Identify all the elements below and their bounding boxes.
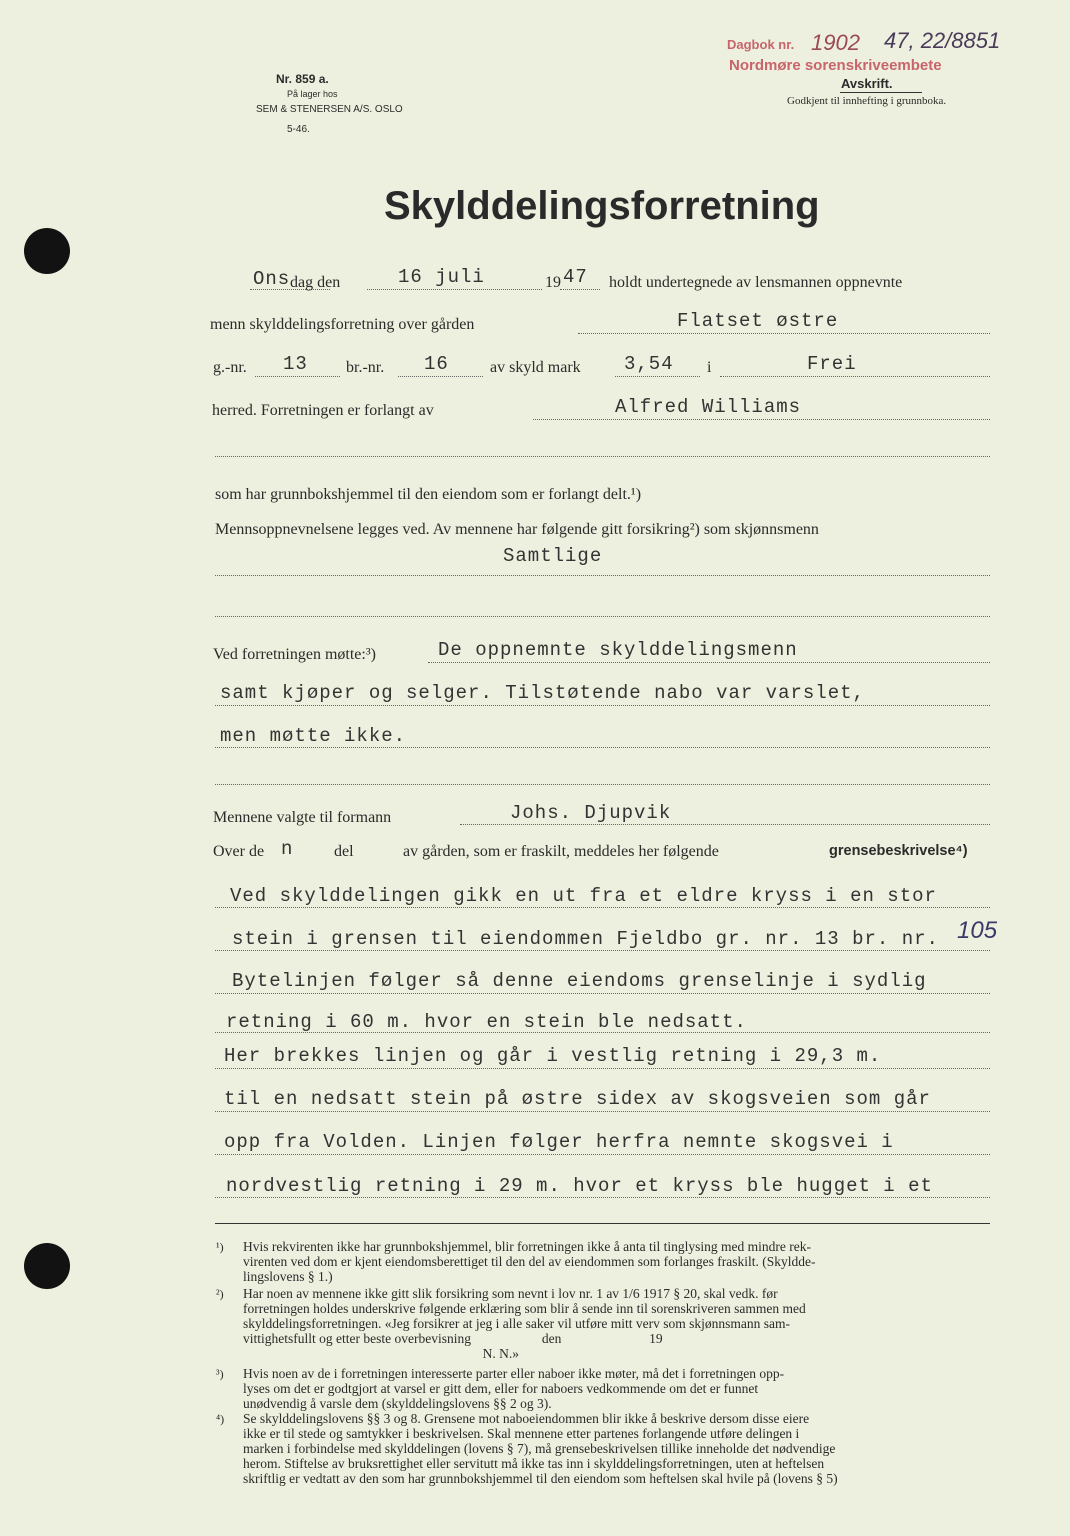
- farm-label: menn skylddelingsforretning over gården: [210, 316, 475, 333]
- footnote-2-line-5: N. N.»: [243, 1346, 519, 1361]
- avskrift-note: Godkjent til innhefting i grunnboka.: [787, 95, 947, 107]
- i-label: i: [707, 359, 712, 376]
- footnote-3-line-1: Hvis noen av de i forretningen interesserte parter eller naboer ikke møter, må det i forretningen opp-: [243, 1366, 785, 1381]
- footnote-3-line-2: lyses om det er godtgjort at varsel er gitt dem, eller for naboers vedkommende om det er funnet: [243, 1381, 759, 1396]
- bnr-line: [398, 376, 483, 377]
- description-line-5: [215, 1068, 990, 1069]
- hjemmel-text: som har grunnbokshjemmel til den eiendom som er forlangt delt.¹): [215, 486, 642, 503]
- avskrift-label: Avskrift.: [841, 76, 893, 91]
- footnote-4-number: ⁴): [216, 1412, 225, 1426]
- mote-line1-text: De oppnemnte skylddelingsmenn: [438, 639, 798, 661]
- dagbok-handwritten-ref: 47, 22/8851: [884, 28, 1001, 53]
- formann-label: Mennene valgte til formann: [213, 809, 392, 826]
- description-line-1: [215, 907, 990, 908]
- formann-line: [460, 824, 990, 825]
- form-publisher-line2: SEM & STENERSEN A/S. OSLO: [256, 104, 403, 115]
- form-number: Nr. 859 a.: [276, 72, 329, 86]
- footnote-2-line-3: skylddelingsforretningen. «Jeg forsikrer at jeg i alle saker vil utføre mitt verv som skjønnsmann sam-: [243, 1316, 791, 1331]
- skyld-value: 3,54: [624, 353, 674, 375]
- footnote-1-line-1: Hvis rekvirenten ikke har grunnbokshjemmel, blir forretningen ikke å anta til tinglysing med mindre rek-: [243, 1239, 811, 1254]
- year-prefix: 19: [545, 274, 561, 291]
- description-text-4: retning i 60 m. hvor en stein ble nedsatt.: [226, 1011, 747, 1033]
- gnr-line: [255, 376, 340, 377]
- mote-label: Ved forretningen møtte:³): [213, 646, 376, 663]
- dagbok-handwritten-number: 1902: [811, 30, 860, 55]
- skyld-label: av skyld mark: [490, 359, 581, 376]
- footnote-4-line-1: Se skylddelingslovens §§ 3 og 8. Grensene mot naboeiendommen blir ikke å beskrive dersom disse eiere: [243, 1411, 810, 1426]
- description-line-7: [215, 1154, 990, 1155]
- weekday-typed: Ons: [253, 268, 291, 290]
- date-row-text: holdt undertegnede av lensmannen oppnevnte: [609, 274, 903, 291]
- mote-line-1: [428, 662, 990, 663]
- oppnevnelse-text: Mennsoppnevnelsene legges ved. Av mennene har følgende gitt forsikring²) som skjønnsmenn: [215, 521, 819, 538]
- gnr-value: 13: [283, 353, 308, 375]
- requester-value: Alfred Williams: [615, 396, 802, 418]
- footnote-3-number: ³): [216, 1367, 224, 1381]
- farm-value: Flatset østre: [677, 310, 839, 332]
- description-line-2: [215, 950, 990, 951]
- footnote-2-number: ²): [216, 1287, 224, 1301]
- requester-line: [533, 419, 990, 420]
- avskrift-underline: [840, 92, 922, 93]
- gnr-label: g.-nr.: [213, 359, 247, 376]
- date-line-2: [367, 289, 542, 290]
- dagbok-stamp-line2: Nordmøre sorenskriveembete: [729, 57, 942, 74]
- mote-line-2: [215, 705, 990, 706]
- over-den-typed: n: [281, 838, 294, 860]
- over-label: Over de: [213, 843, 265, 860]
- footnote-2-line-4: vittighetsfullt og etter beste overbevisning den 19: [243, 1331, 663, 1346]
- mote-line2-text: samt kjøper og selger. Tilstøtende nabo var varslet,: [220, 682, 865, 704]
- description-handwritten: 105: [957, 917, 998, 944]
- description-line-3: [215, 993, 990, 994]
- footnote-4-line-2: ikke er til stede og samtykker i beskrivelsen. Skal mennene etter partenes forlangende utføre delingen i: [243, 1426, 800, 1441]
- mote-line-4: [215, 784, 990, 785]
- mote-line3-text: men møtte ikke.: [220, 725, 407, 747]
- page-title: Skylddelingsforretning: [384, 184, 820, 228]
- oppnevnelse-line-1: [215, 575, 990, 576]
- bnr-label: br.-nr.: [346, 359, 385, 376]
- binder-hole-top: [24, 228, 70, 274]
- requester-line-2: [215, 456, 990, 457]
- description-text-5: Her brekkes linjen og går i vestlig retning i 29,3 m.: [224, 1045, 882, 1067]
- description-text-2: stein i grensen til eiendommen Fjeldbo gr. nr. 13 br. nr.: [232, 928, 939, 950]
- oppnevnelse-value: Samtlige: [503, 545, 603, 567]
- description-line-6: [215, 1111, 990, 1112]
- footnote-4-line-4: herom. Stiftelse av bruksrettighet eller servitutt må ikke tas inn i skylddelingsforretningen, uten at heftelsen: [243, 1456, 825, 1471]
- date-line-3: [560, 289, 600, 290]
- over-del: del: [334, 843, 354, 860]
- over-bold: grensebeskrivelse⁴): [829, 843, 968, 859]
- year-suffix: 47: [563, 266, 588, 288]
- binder-hole-bottom: [24, 1243, 70, 1289]
- description-text-8: nordvestlig retning i 29 m. hvor et kryss ble hugget i et: [226, 1175, 933, 1197]
- description-text-3: Bytelinjen følger så denne eiendoms grenselinje i sydlig: [232, 970, 927, 992]
- footnote-4-line-5: skriftlig er vedtatt av den som har grunnbokshjemmel til den eiendom som heftelsen skal hvile på (lovens § 5): [243, 1471, 838, 1486]
- dag-den-label: dag den: [290, 274, 341, 291]
- description-text-6: til en nedsatt stein på østre sidex av skogsveien som går: [224, 1088, 931, 1110]
- footnote-2-line-1: Har noen av mennene ikke gitt slik forsikring som nevnt i lov nr. 1 av 1/6 1917 § 20, skal vedk. før: [243, 1286, 778, 1301]
- footnote-1-line-2: virenten ved dom er kjent eiendomsberettiget til den del av eiendommen som forlanges fraskilt. (Skyldde-: [243, 1254, 816, 1269]
- footnote-4-line-3: marken i forbindelse med skylddelingen (lovens § 7), må grensebeskrivelsen tillike inneholde det nødvendige: [243, 1441, 836, 1456]
- footnote-1-number: ¹): [216, 1240, 224, 1254]
- farm-line: [578, 333, 990, 334]
- form-date-code: 5-46.: [287, 124, 310, 135]
- formann-value: Johs. Djupvik: [510, 802, 672, 824]
- over-text: av gården, som er fraskilt, meddeles her følgende: [403, 843, 719, 860]
- requester-label: herred. Forretningen er forlangt av: [212, 402, 434, 419]
- skyld-line: [615, 376, 700, 377]
- description-line-8: [215, 1197, 990, 1198]
- footnote-3-line-3: unødvendig å varsle dem (skylddelingslovens §§ 2 og 3).: [243, 1396, 552, 1411]
- mote-line-3: [215, 747, 990, 748]
- description-text-1: Ved skylddelingen gikk en ut fra et eldre kryss i en stor: [230, 885, 937, 907]
- footnote-separator: [215, 1223, 990, 1224]
- form-publisher-line1: På lager hos: [287, 89, 338, 99]
- date-value: 16 juli: [398, 266, 485, 288]
- bnr-value: 16: [424, 353, 449, 375]
- herred-line: [720, 376, 990, 377]
- description-text-7: opp fra Volden. Linjen følger herfra nemnte skogsvei i: [224, 1131, 894, 1153]
- footnote-2-line-2: forretningen holdes underskrive følgende erklæring som blir å sende inn til sorenskriveren sammen med: [243, 1301, 806, 1316]
- dagbok-stamp-line1: Dagbok nr.: [727, 37, 795, 52]
- herred-value: Frei: [807, 353, 857, 375]
- oppnevnelse-line-2: [215, 616, 990, 617]
- footnote-1-line-3: lingslovens § 1.): [243, 1269, 333, 1284]
